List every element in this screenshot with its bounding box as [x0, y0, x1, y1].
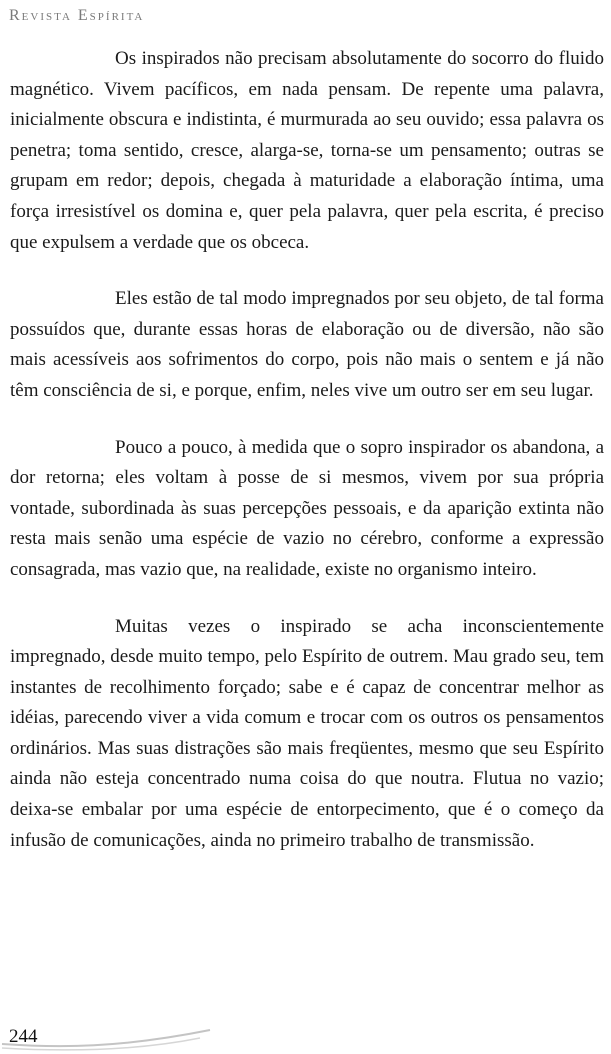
paragraph-3: Pouco a pouco, à medida que o sopro inspirador os abandona, a dor retorna; eles voltam à posse de si mesmos, vivem por sua própria vontade, subordinada às suas percepções pessoais, e da aparição extinta não resta mais senão uma espécie de vazio no cérebro, conforme a expressão consagrada, mas vazio que, na realidade, existe no organismo inteiro.	[10, 436, 604, 580]
paragraph-1: Os inspirados não precisam absolutamente do socorro do fluido magnético. Vivem pacíficos, em nada pensam. De repente uma palavra, inicialmente obscura e indistinta, é murmurada ao seu ouvido; essa palavra os penetra; toma sentido, cresce, alarga-se, torna-se um pensamento; outras se grupam em redor; depois, chegada à maturidade a elaboração íntima, uma força irresistível os domina e, quer pela palavra, quer pela escrita, é preciso que expulsem a verdade que os obceca.	[10, 48, 604, 253]
paragraph-2: Eles estão de tal modo impregnados por seu objeto, de tal forma possuídos que, durante essas horas de elaboração ou de diversão, não são mais acessíveis aos sofrimentos do corpo, pois não mais o sentem e já não têm consciência de si, e porque, enfim, neles vive um outro ser em seu lugar.	[10, 288, 604, 401]
page-number: 244	[9, 1026, 38, 1047]
running-header: Revista Espírita	[9, 7, 145, 24]
paragraph-4: Muitas vezes o inspirado se acha inconscientemente impregnado, desde muito tempo, pelo Espírito de outrem. Mau grado seu, tem instantes de recolhimento forçado; sabe e é capaz de concentrar melhor as idéias, parecendo viver a vida comum e trocar com os outros os pensamentos ordinários. Mas suas distrações são mais freqüentes, mesmo que seu Espírito ainda não esteja concentrado numa coisa do que noutra. Flutua no vazio; deixa-se embalar por uma espécie de entorpecimento, que é o começo da infusão de comunicações, ainda no primeiro trabalho de transmissão.	[10, 615, 604, 851]
page-body	[10, 44, 604, 882]
